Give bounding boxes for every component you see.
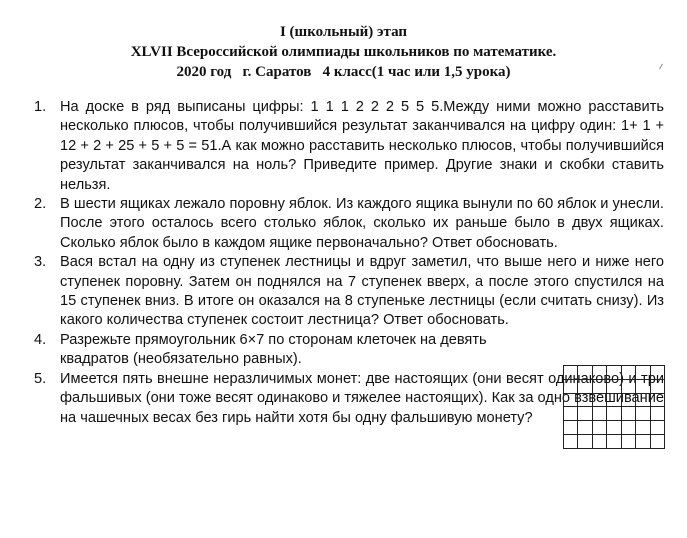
year-city-grade: 2020 год г. Саратов 4 класс(1 час или 1,5 урока) xyxy=(176,64,511,80)
grid-cell xyxy=(636,380,650,394)
rectangle-grid-figure xyxy=(563,365,665,449)
olympiad-title: XLVII Всероссийской олимпиады школьников по математике. xyxy=(130,44,557,60)
problem-1 xyxy=(34,98,664,195)
grid-cell xyxy=(622,380,636,394)
grid-cell xyxy=(578,435,592,449)
grid-cell xyxy=(651,435,665,449)
grid-cell xyxy=(651,421,665,435)
grid-cell xyxy=(636,394,650,408)
problem-text: Разрежьте прямоугольник 6×7 по сторонам клеточек на девять квадратов (необязательно равных). xyxy=(60,331,487,368)
grid-cell xyxy=(578,407,592,421)
problem-4 xyxy=(34,331,664,370)
grid-cell xyxy=(564,366,578,380)
grid-cell xyxy=(593,380,607,394)
grid-cell xyxy=(622,366,636,380)
grid-cell xyxy=(622,407,636,421)
grid-cell xyxy=(607,407,621,421)
grid-cell xyxy=(651,407,665,421)
grid-cell xyxy=(564,394,578,408)
problem-2 xyxy=(34,195,664,253)
grid-cell xyxy=(651,366,665,380)
grid-cell xyxy=(593,407,607,421)
grid-cell xyxy=(564,380,578,394)
grid-cell xyxy=(622,435,636,449)
grid-cell xyxy=(578,421,592,435)
grid-cell xyxy=(593,435,607,449)
grid-cell xyxy=(622,394,636,408)
problem-number: 1. xyxy=(34,99,47,115)
grid-cell xyxy=(636,421,650,435)
grid-cell xyxy=(651,380,665,394)
olympiad-header xyxy=(0,22,687,82)
grid-cell xyxy=(578,394,592,408)
problem-text: Вася встал на одну из ступенек лестницы и вдруг заметил, что выше него и ниже него ступенек поровну. Затем он поднялся на 7 ступенек вверх, а после этого спустился на 15 ступенек вниз. В итоге он оказался на 8 ступеньке лестницы (если считать снизу). Из какого количества ступенек состоит лестница? Ответ обосновать. xyxy=(60,254,664,329)
grid-cell xyxy=(593,394,607,408)
grid-cell xyxy=(607,366,621,380)
grid-cell xyxy=(651,394,665,408)
stage-title: I (школьный) этап xyxy=(279,24,408,40)
grid-cell xyxy=(607,380,621,394)
problem-number: 4. xyxy=(34,331,47,348)
grid-cell xyxy=(564,421,578,435)
grid-cell xyxy=(607,394,621,408)
grid-cell xyxy=(636,366,650,380)
grid-cell xyxy=(593,421,607,435)
grid-cell xyxy=(607,435,621,449)
problem-text: На доске в ряд выписаны цифры: 1 1 1 2 2 2 5 5 5.Между ними можно расставить несколько плюсов, чтобы получившийся результат заканчивался на цифру один: 1+ 1 + 12 + 2 + 25 + 5 + 5 = 51.А как можно расставить несколько плюсов, чтобы получившийся результат заканчивался на ноль? Приведите пример. Другие знаки и скобки ставить нельзя. xyxy=(60,99,664,193)
problem-number: 3. xyxy=(34,254,47,271)
grid-cell xyxy=(564,407,578,421)
problem-text: Имеется пять внешне неразличимых монет: две настоящих (они весят одинаково) и три фальшивых (они тоже весят одинаково и тяжелее настоящих). Как за одно взвешивание на чашечных весах без гирь найти хотя бы одну фальшивую монету? xyxy=(60,370,664,426)
grid-cell xyxy=(622,421,636,435)
grid-cell xyxy=(636,435,650,449)
grid-cell xyxy=(593,366,607,380)
grid-cell xyxy=(564,435,578,449)
problem-3 xyxy=(34,253,664,331)
grid-cell xyxy=(578,380,592,394)
problem-text: В шести ящиках лежало поровну яблок. Из каждого ящика вынули по 60 яблок и унесли. После этого осталось всего столько яблок, сколько их раньше было в двух ящиках. Сколько яблок было в каждом ящике первоначально? Ответ обосновать. xyxy=(60,196,664,251)
grid-cell xyxy=(607,421,621,435)
grid-cell xyxy=(578,366,592,380)
problem-number: 5. xyxy=(34,370,47,387)
grid-cell xyxy=(636,407,650,421)
problem-number: 2. xyxy=(34,196,47,213)
